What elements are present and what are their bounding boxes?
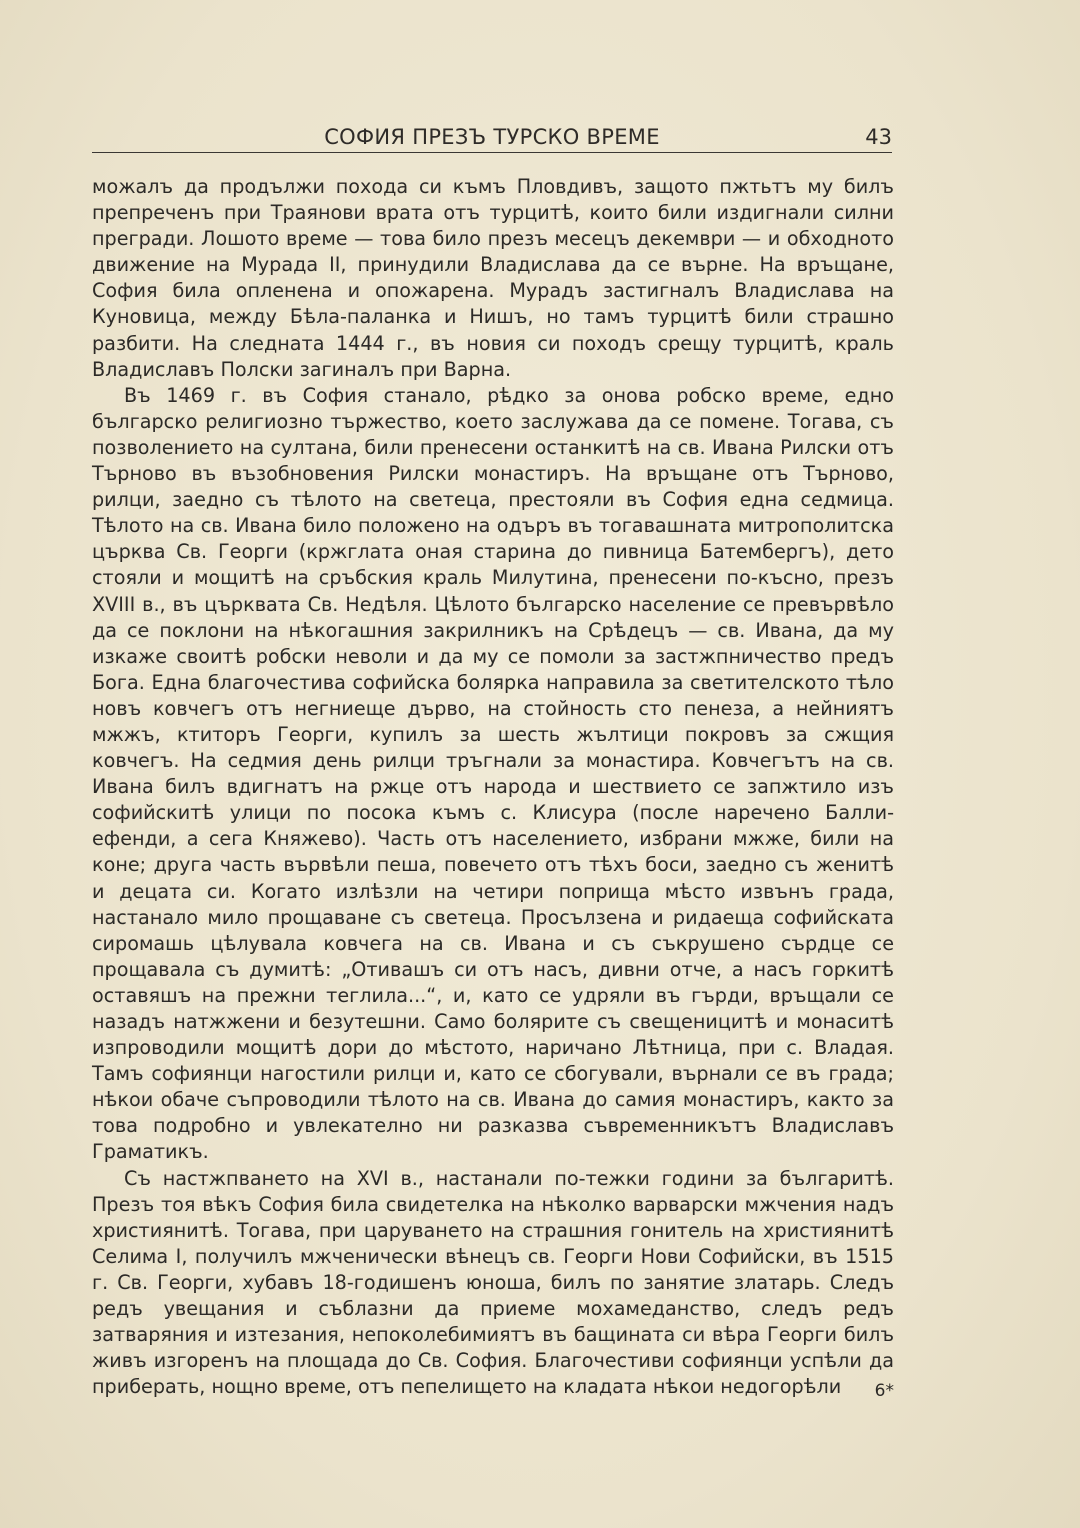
paragraph-3: Съ настжпването на XVI в., настанали по-тежки години за българитѣ. Презъ тоя вѣкъ София била свидетелка на нѣколко варварски мжчения надъ християнитѣ. Тогава, при царуването на страшния гонитель на християнитѣ Селима I, получилъ мжченически вѣнецъ св. Георги Нови Софийски, въ 1515 г. Св. Георги, хубавъ 18-годишенъ юноша, билъ по занятие златарь. Следъ редъ увещания и съблазни да приеме мохамеданство, следъ редъ затваряния и изтезания, непоколебимиятъ въ бащината си вѣра Георги билъ живъ изгоренъ на площада до Св. София. Благочестиви софиянци успѣли да приберать, нощно време, отъ пепелището на кладата нѣкои недогорѣли <box>92 1166 894 1399</box>
paragraph-1: можалъ да продължи похода си къмъ Пловдивъ, защото пжтьтъ му билъ препреченъ при Траянови врата отъ турцитѣ, които били издигнали силни прегради. Лошото време — това било презъ месецъ декември — и обходното движение на Мурада II, принудили Владислава да се върне. На връщане, София била опленена и опожарена. Мурадъ застигналъ Владислава на Куновица, между Бѣла-паланка и Нишъ, но тамъ турцитѣ били страшно разбити. На следната 1444 г., въ новия си походъ срещу турцитѣ, краль Владиславъ Полски загиналъ при Варна. <box>92 175 894 381</box>
page-number: 43 <box>865 125 892 149</box>
signature-mark: 6* <box>874 1381 894 1401</box>
main-text <box>92 174 894 1400</box>
header-title: СОФИЯ ПРЕЗЪ ТУРСКО ВРЕМЕ <box>324 125 660 149</box>
running-header <box>92 122 892 153</box>
paragraph-2: Въ 1469 г. въ София станало, рѣдко за онова робско време, едно българско религиозно тържество, което заслужава да се помене. Тогава, съ позволението на султана, били пренесени останкитѣ на св. Ивана Рилски отъ Търново въ възобновения Рилски монастиръ. На връщане отъ Търново, рилци, заедно съ тѣлото на светеца, престояли въ София една седмица. Тѣлото на св. Ивана било положено на одъръ въ тогавашната митрополитска църква Св. Георги (кржглата оная старина до пивница Батембергъ), дето стояли и мощитѣ на сръбския краль Милутина, пренесени по-късно, презъ XVIII в., въ църквата Св. Недѣля. Цѣлото българско население се превървѣло да се поклони на нѣкогашния закрилникъ на Срѣдецъ — св. Ивана, да му изкаже своитѣ робски неволи и да му се помоли за застжпничество предъ Бога. Една благочестива софийска болярка направила за светителското тѣло новъ ковчегъ отъ негниеще дърво, на стойность сто пенеза, а нейниятъ мжжъ, ктиторъ Георги, купилъ за шесть жълтици покровъ за сжщия ковчегъ. На седмия день рилци тръгнали за монастира. Ковчегътъ на св. Ивана билъ вдигнатъ на ржце отъ народа и шествието се запжтило изъ софийскитѣ улици по посока къмъ с. Клисура (после наречено Балли-ефенди, а сега Княжево). Часть отъ населението, избрани мжже, били на коне; друга часть вървѣли пеша, повечето отъ тѣхъ боси, заедно съ женитѣ и децата си. Когато излѣзли на четири поприща мѣсто извънъ града, настанало мило прощаване съ светеца. Просълзена и ридаеща софийската сиромашь цѣлувала ковчега на св. Ивана и съ съкрушено сърдце се прощавала съ думитѣ: „Отивашъ си отъ насъ, дивни отче, а насъ горкитѣ оставяшъ на прежни теглила...“, и, като се удряли въ гърди, връщали се назадъ натжжени и безутешни. Само болярите съ свещеницитѣ и монаситѣ изпроводили мощитѣ дори до мѣстото, наричано Лѣтница, при с. Владая. Тамъ софиянци нагостили рилци и, като се сбогували, върнали се въ града; нѣкои обаче съпроводили тѣлото на св. Ивана до самия монастиръ, както за това подробно и увлекателно ни разказва съвременникътъ Владиславъ Граматикъ. <box>92 383 894 1164</box>
